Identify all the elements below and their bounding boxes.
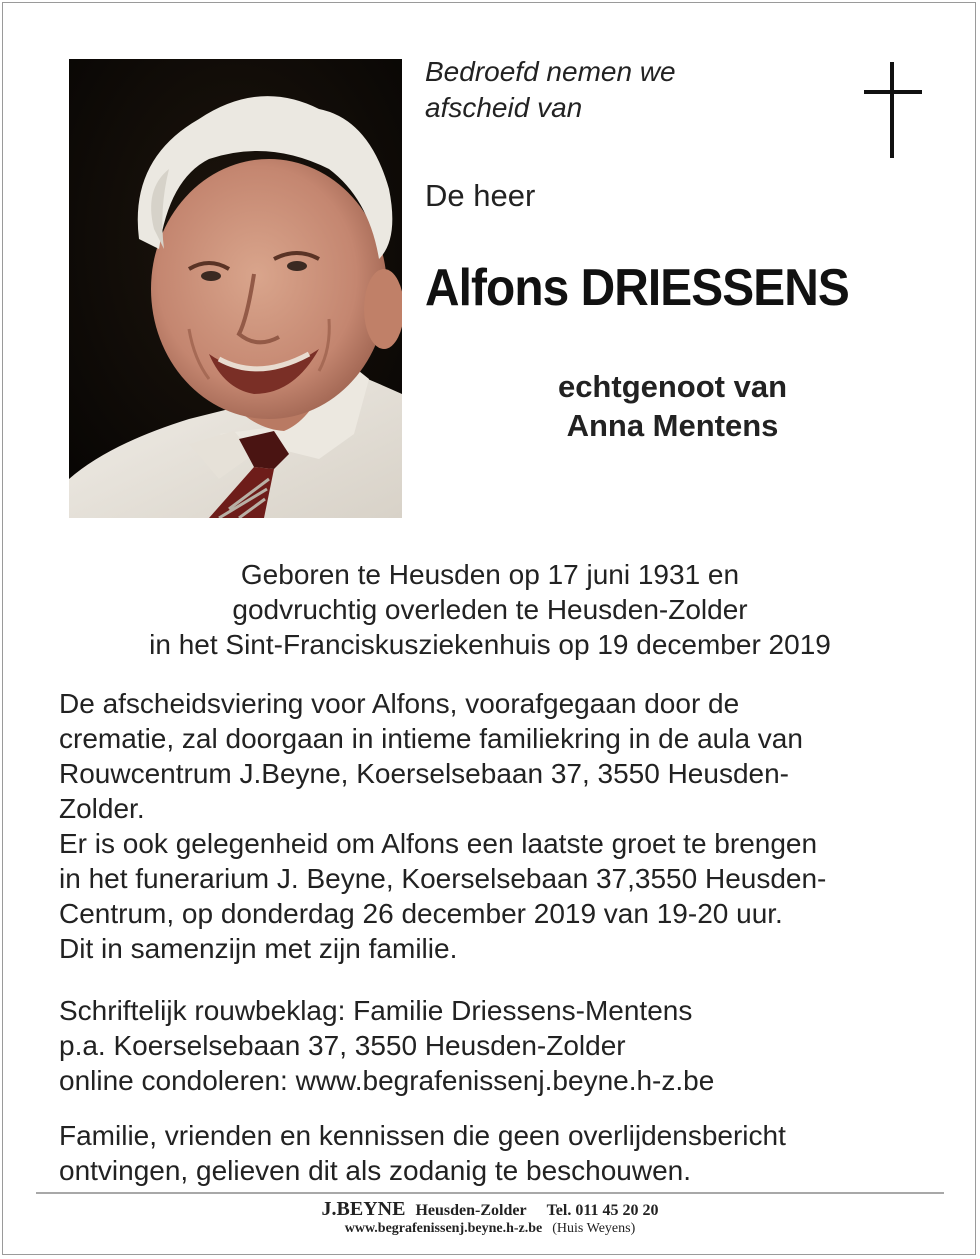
birth-death-line: Geboren te Heusden op 17 juni 1931 en	[240, 559, 740, 590]
cross-icon	[864, 62, 922, 158]
closing-line: ontvingen, gelieven dit als zodanig te beschouwen.	[59, 1155, 691, 1186]
ceremony-line: De afscheidsviering voor Alfons, voorafgegaan door de	[59, 688, 740, 719]
intro-line: Bedroefd nemen we	[425, 56, 676, 87]
portrait-illustration	[69, 59, 402, 518]
footer-line	[0, 1199, 980, 1221]
spouse-name: Anna Mentens	[566, 408, 779, 443]
condolence-paragraph	[59, 993, 939, 1098]
intro-line: afscheid van	[425, 92, 583, 123]
birth-death-block	[40, 557, 940, 662]
footer-location: Heusden-Zolder	[415, 1202, 527, 1219]
birth-death-line: in het Sint-Franciskusziekenhuis op 19 december 2019	[149, 629, 831, 660]
ceremony-line: Zolder.	[59, 793, 145, 824]
closing-line: Familie, vrienden en kennissen die geen overlijdensbericht	[59, 1120, 786, 1151]
ceremony-line: Rouwcentrum J.Beyne, Koerselsebaan 37, 3550 Heusden-	[59, 758, 789, 789]
condolence-link[interactable]: online condoleren: www.begrafenissenj.beyne.h-z.be	[59, 1065, 715, 1096]
footer-house: (Huis Weyens)	[552, 1221, 636, 1236]
footer-divider	[36, 1192, 944, 1194]
spouse-relation: echtgenoot van	[557, 369, 788, 404]
footer	[0, 1199, 980, 1237]
footer-brand: J.BEYNE	[321, 1198, 406, 1220]
spouse-block	[480, 367, 865, 445]
portrait-photo	[69, 59, 402, 518]
deceased-name: Alfons DRIESSENS	[425, 259, 849, 317]
ceremony-paragraph	[59, 686, 939, 966]
birth-death-line: godvruchtig overleden te Heusden-Zolder	[232, 594, 748, 625]
footer-line	[0, 1221, 980, 1237]
footer-phone: Tel. 011 45 20 20	[546, 1202, 659, 1219]
closing-paragraph	[59, 1118, 939, 1188]
condolence-line: p.a. Koerselsebaan 37, 3550 Heusden-Zolder	[59, 1030, 626, 1061]
condolence-line: Schriftelijk rouwbeklag: Familie Driessens-Mentens	[59, 995, 693, 1026]
salutation: De heer	[425, 178, 536, 213]
ceremony-line: crematie, zal doorgaan in intieme familiekring in de aula van	[59, 723, 803, 754]
intro-text	[425, 54, 785, 126]
ceremony-line: in het funerarium J. Beyne, Koerselsebaan 37,3550 Heusden-	[59, 863, 827, 894]
ceremony-line: Er is ook gelegenheid om Alfons een laatste groet te brengen	[59, 828, 818, 859]
ceremony-line: Dit in samenzijn met zijn familie.	[59, 933, 458, 964]
ceremony-line: Centrum, op donderdag 26 december 2019 van 19-20 uur.	[59, 898, 783, 929]
footer-website[interactable]: www.begrafenissenj.beyne.h-z.be	[344, 1221, 543, 1236]
